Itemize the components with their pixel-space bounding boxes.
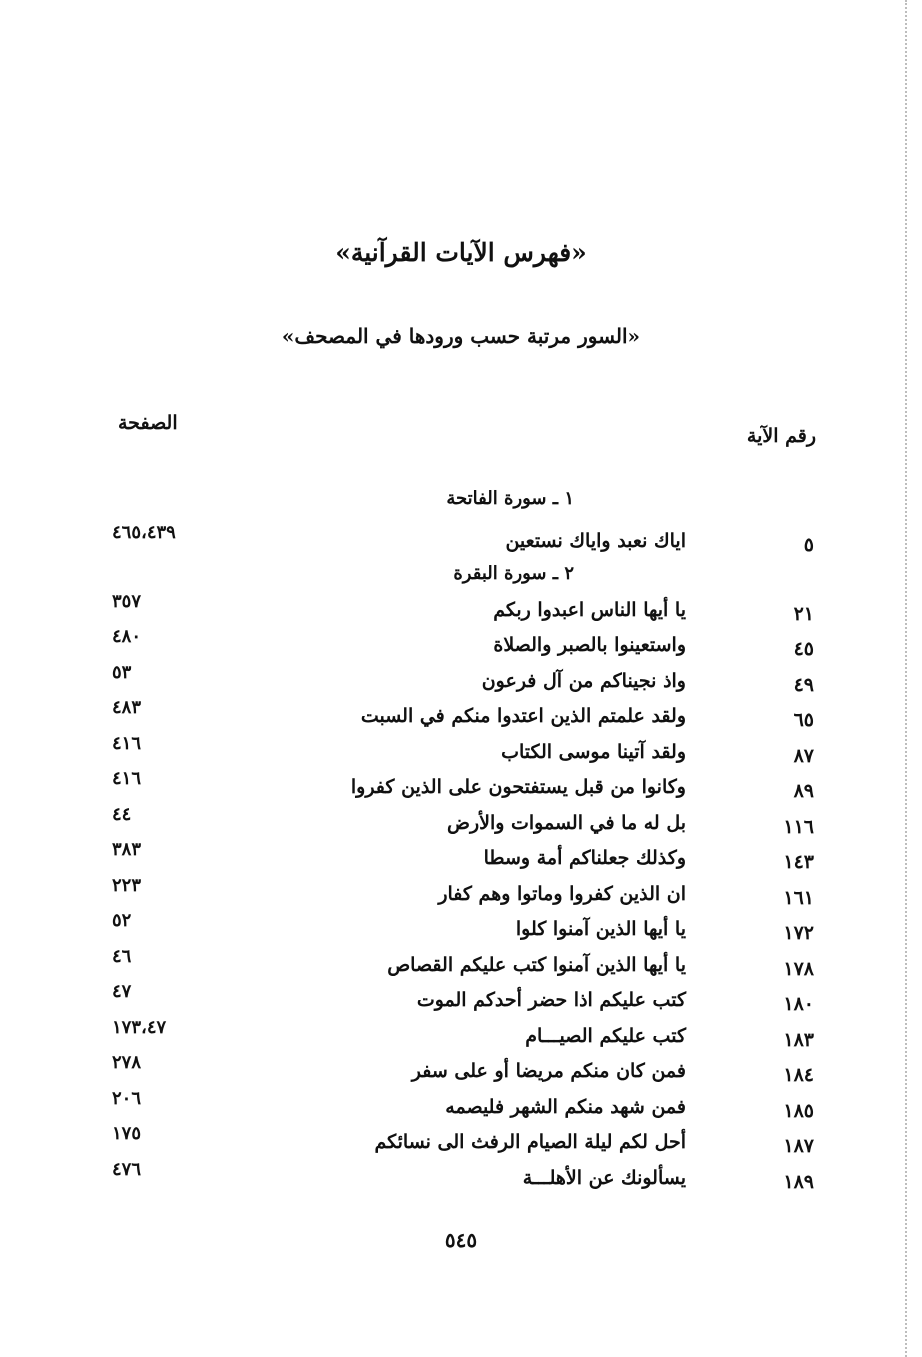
verse-text: يا أيها الذين آمنوا كلوا: [515, 918, 686, 940]
page-reference: ٤٨٠: [112, 626, 142, 647]
ayah-number: ١١٦: [783, 816, 814, 838]
verse-text: أحل لكم ليلة الصيام الرفث الى نسائكم: [374, 1131, 686, 1153]
verse-text: فمن شهد منكم الشهر فليصمه: [445, 1096, 686, 1118]
verse-text: اياك نعبد واياك نستعين: [505, 530, 686, 552]
page-reference: ٤١٦: [112, 768, 142, 789]
verse-text: فمن كان منكم مريضا أو على سفر: [411, 1060, 686, 1082]
ayah-number: ١٧٢: [783, 922, 814, 944]
ayah-number: ٨٩: [793, 780, 814, 802]
verse-text: واذ نجيناكم من آل فرعون: [481, 670, 686, 692]
verse-text: كتب عليكم اذا حضر أحدكم الموت: [416, 989, 686, 1011]
verse-text: كتب عليكم الصيـــام: [525, 1025, 686, 1047]
page-reference: ٤٧٦: [112, 1159, 142, 1180]
page-reference: ١٧٣،٤٧: [112, 1017, 167, 1038]
ayah-number: ٥: [803, 534, 814, 556]
page-number: ٥٤٥: [444, 1228, 478, 1252]
verse-text: وكذلك جعلناكم أمة وسطا: [483, 847, 686, 869]
page-reference: ٢٢٣: [112, 875, 142, 896]
page-reference: ٥٣: [112, 662, 132, 683]
index-row: [0, 626, 922, 670]
page-reference: ٤١٦: [112, 733, 142, 754]
ayah-number: ١٤٣: [783, 851, 814, 873]
page-reference: ١٧٥: [112, 1123, 142, 1144]
page-reference: ٤٧: [112, 981, 132, 1002]
page-reference: ٢٧٨: [112, 1052, 142, 1073]
ayah-number: ١٨٧: [783, 1135, 814, 1157]
index-row: [0, 1159, 922, 1203]
verse-text: يا أيها الذين آمنوا كتب عليكم القصاص: [387, 954, 686, 976]
page-column-header: الصفحة: [118, 412, 178, 434]
index-row: [0, 522, 922, 566]
verse-text: ولقد آتينا موسى الكتاب: [501, 741, 686, 763]
page-title: «فهرس الآيات القرآنية»: [335, 238, 587, 267]
page-reference: ٢٠٦: [112, 1088, 142, 1109]
ayah-number: ٦٥: [793, 709, 814, 731]
page-reference: ٣٥٧: [112, 591, 142, 612]
verse-text: واستعينوا بالصبر والصلاة: [493, 634, 686, 656]
page-reference: ٤٤: [112, 804, 132, 825]
index-row: [0, 946, 922, 990]
verse-text: ان الذين كفروا وماتوا وهم كفار: [438, 883, 686, 905]
page-reference: ٣٨٣: [112, 839, 142, 860]
surah-heading: ٢ ـ سورة البقرة: [453, 563, 574, 584]
page-reference: ٤٦٥،٤٣٩: [112, 522, 176, 543]
page-reference: ٤٨٣: [112, 697, 142, 718]
index-row: [0, 768, 922, 812]
ayah-number: ٢١: [793, 603, 814, 625]
ayah-number: ١٨٤: [783, 1064, 814, 1086]
verse-text: يا أيها الناس اعبدوا ربكم: [493, 599, 686, 621]
verse-text: بل له ما في السموات والأرض: [446, 812, 686, 834]
ayah-number: ١٨٥: [783, 1100, 814, 1122]
verse-text: وكانوا من قبل يستفتحون على الذين كفروا: [350, 776, 686, 798]
ayah-number: ١٨٩: [783, 1171, 814, 1193]
verse-text: يسألونك عن الأهلـــة: [522, 1167, 686, 1189]
ayah-number: ٨٧: [793, 745, 814, 767]
verse-text: ولقد علمتم الذين اعتدوا منكم في السبت: [360, 705, 686, 727]
ayah-number: ٤٥: [793, 638, 814, 660]
ayah-number: ١٨٣: [783, 1029, 814, 1051]
ayah-number: ١٨٠: [783, 993, 814, 1015]
surah-heading: ١ ـ سورة الفاتحة: [446, 488, 574, 509]
ayah-number: ١٦١: [783, 887, 814, 909]
ayah-number-header: رقم الآية: [746, 425, 816, 447]
page-subtitle: «السور مرتبة حسب ورودها في المصحف»: [281, 324, 641, 348]
index-row: [0, 875, 922, 919]
page-reference: ٥٢: [112, 910, 132, 931]
ayah-number: ١٧٨: [783, 958, 814, 980]
index-row: [0, 910, 922, 954]
ayah-number: ٤٩: [793, 674, 814, 696]
page-reference: ٤٦: [112, 946, 132, 967]
